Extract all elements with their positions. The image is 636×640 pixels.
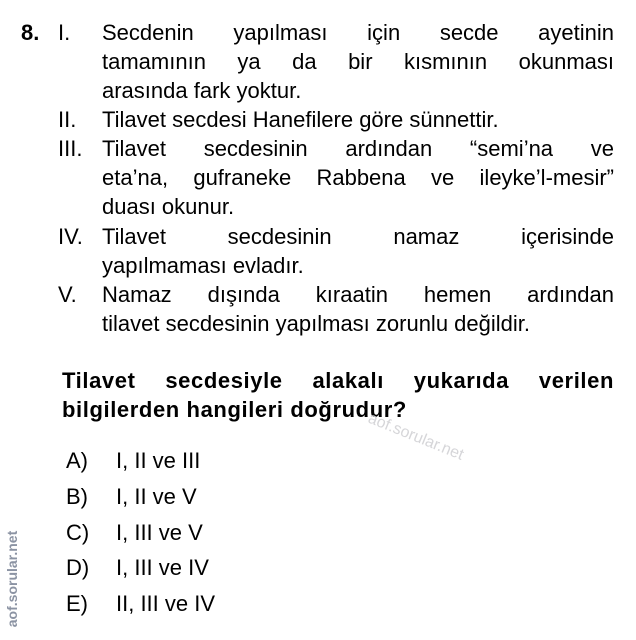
statement-3 <box>58 134 614 221</box>
question-number: 8. <box>21 20 40 45</box>
side-watermark <box>0 520 24 638</box>
statement-line: Secdenin yapılması için secde ayetinin <box>102 20 614 45</box>
option-a[interactable] <box>66 446 215 482</box>
option-c[interactable] <box>66 518 215 554</box>
option-b[interactable] <box>66 482 215 518</box>
side-watermark-text: aof.sorular.net <box>4 530 20 628</box>
statement-numeral: I. <box>58 20 71 45</box>
answer-options <box>66 446 215 625</box>
diagonal-watermark: aof.sorular.net <box>365 410 467 464</box>
statement-4 <box>58 222 614 280</box>
statement-line: Namaz dışında kıraatin hemen ardından <box>102 282 614 307</box>
prompt-line: bilgilerden hangileri doğrudur? <box>62 397 407 422</box>
option-text: II, III ve IV <box>116 591 216 617</box>
option-letter: C) <box>66 519 90 545</box>
option-letter: A) <box>66 448 88 473</box>
statement-numeral: II. <box>58 107 77 132</box>
statement-line: eta’na, gufraneke Rabbena ve ileyke’l-mesir” <box>102 165 614 190</box>
statement-line: tamamının ya da bir kısmının okunması <box>102 49 614 74</box>
statement-numeral: III. <box>58 136 83 161</box>
statement-line: Tilavet secdesi Hanefilere göre sünnettir. <box>102 107 499 132</box>
option-letter: B) <box>66 483 88 509</box>
option-text: I, III ve IV <box>116 555 209 581</box>
option-text: I, II ve V <box>116 483 197 509</box>
question-prompt <box>62 366 614 424</box>
option-text: I, III ve V <box>116 519 203 545</box>
option-text: I, II ve III <box>116 448 201 473</box>
option-letter: D) <box>66 555 90 581</box>
statement-numeral: V. <box>58 282 77 307</box>
statement-line: yapılmaması evladır. <box>102 253 304 278</box>
statement-line: duası okunur. <box>102 194 235 219</box>
option-letter: E) <box>66 591 88 617</box>
statement-line: arasında fark yoktur. <box>102 78 302 103</box>
statement-1 <box>58 18 614 105</box>
statement-numeral: IV. <box>58 224 83 249</box>
statement-line: Tilavet secdesinin namaz içerisinde <box>102 224 614 249</box>
statement-line: tilavet secdesinin yapılması zorunlu değildir. <box>102 311 531 336</box>
option-d[interactable] <box>66 553 215 589</box>
prompt-line: Tilavet secdesiyle alakalı yukarıda verilen <box>62 368 614 393</box>
statement-line: Tilavet secdesinin ardından “semi’na ve <box>102 136 614 161</box>
option-e[interactable] <box>66 589 215 625</box>
statement-2 <box>58 105 614 134</box>
statement-5 <box>58 280 614 338</box>
